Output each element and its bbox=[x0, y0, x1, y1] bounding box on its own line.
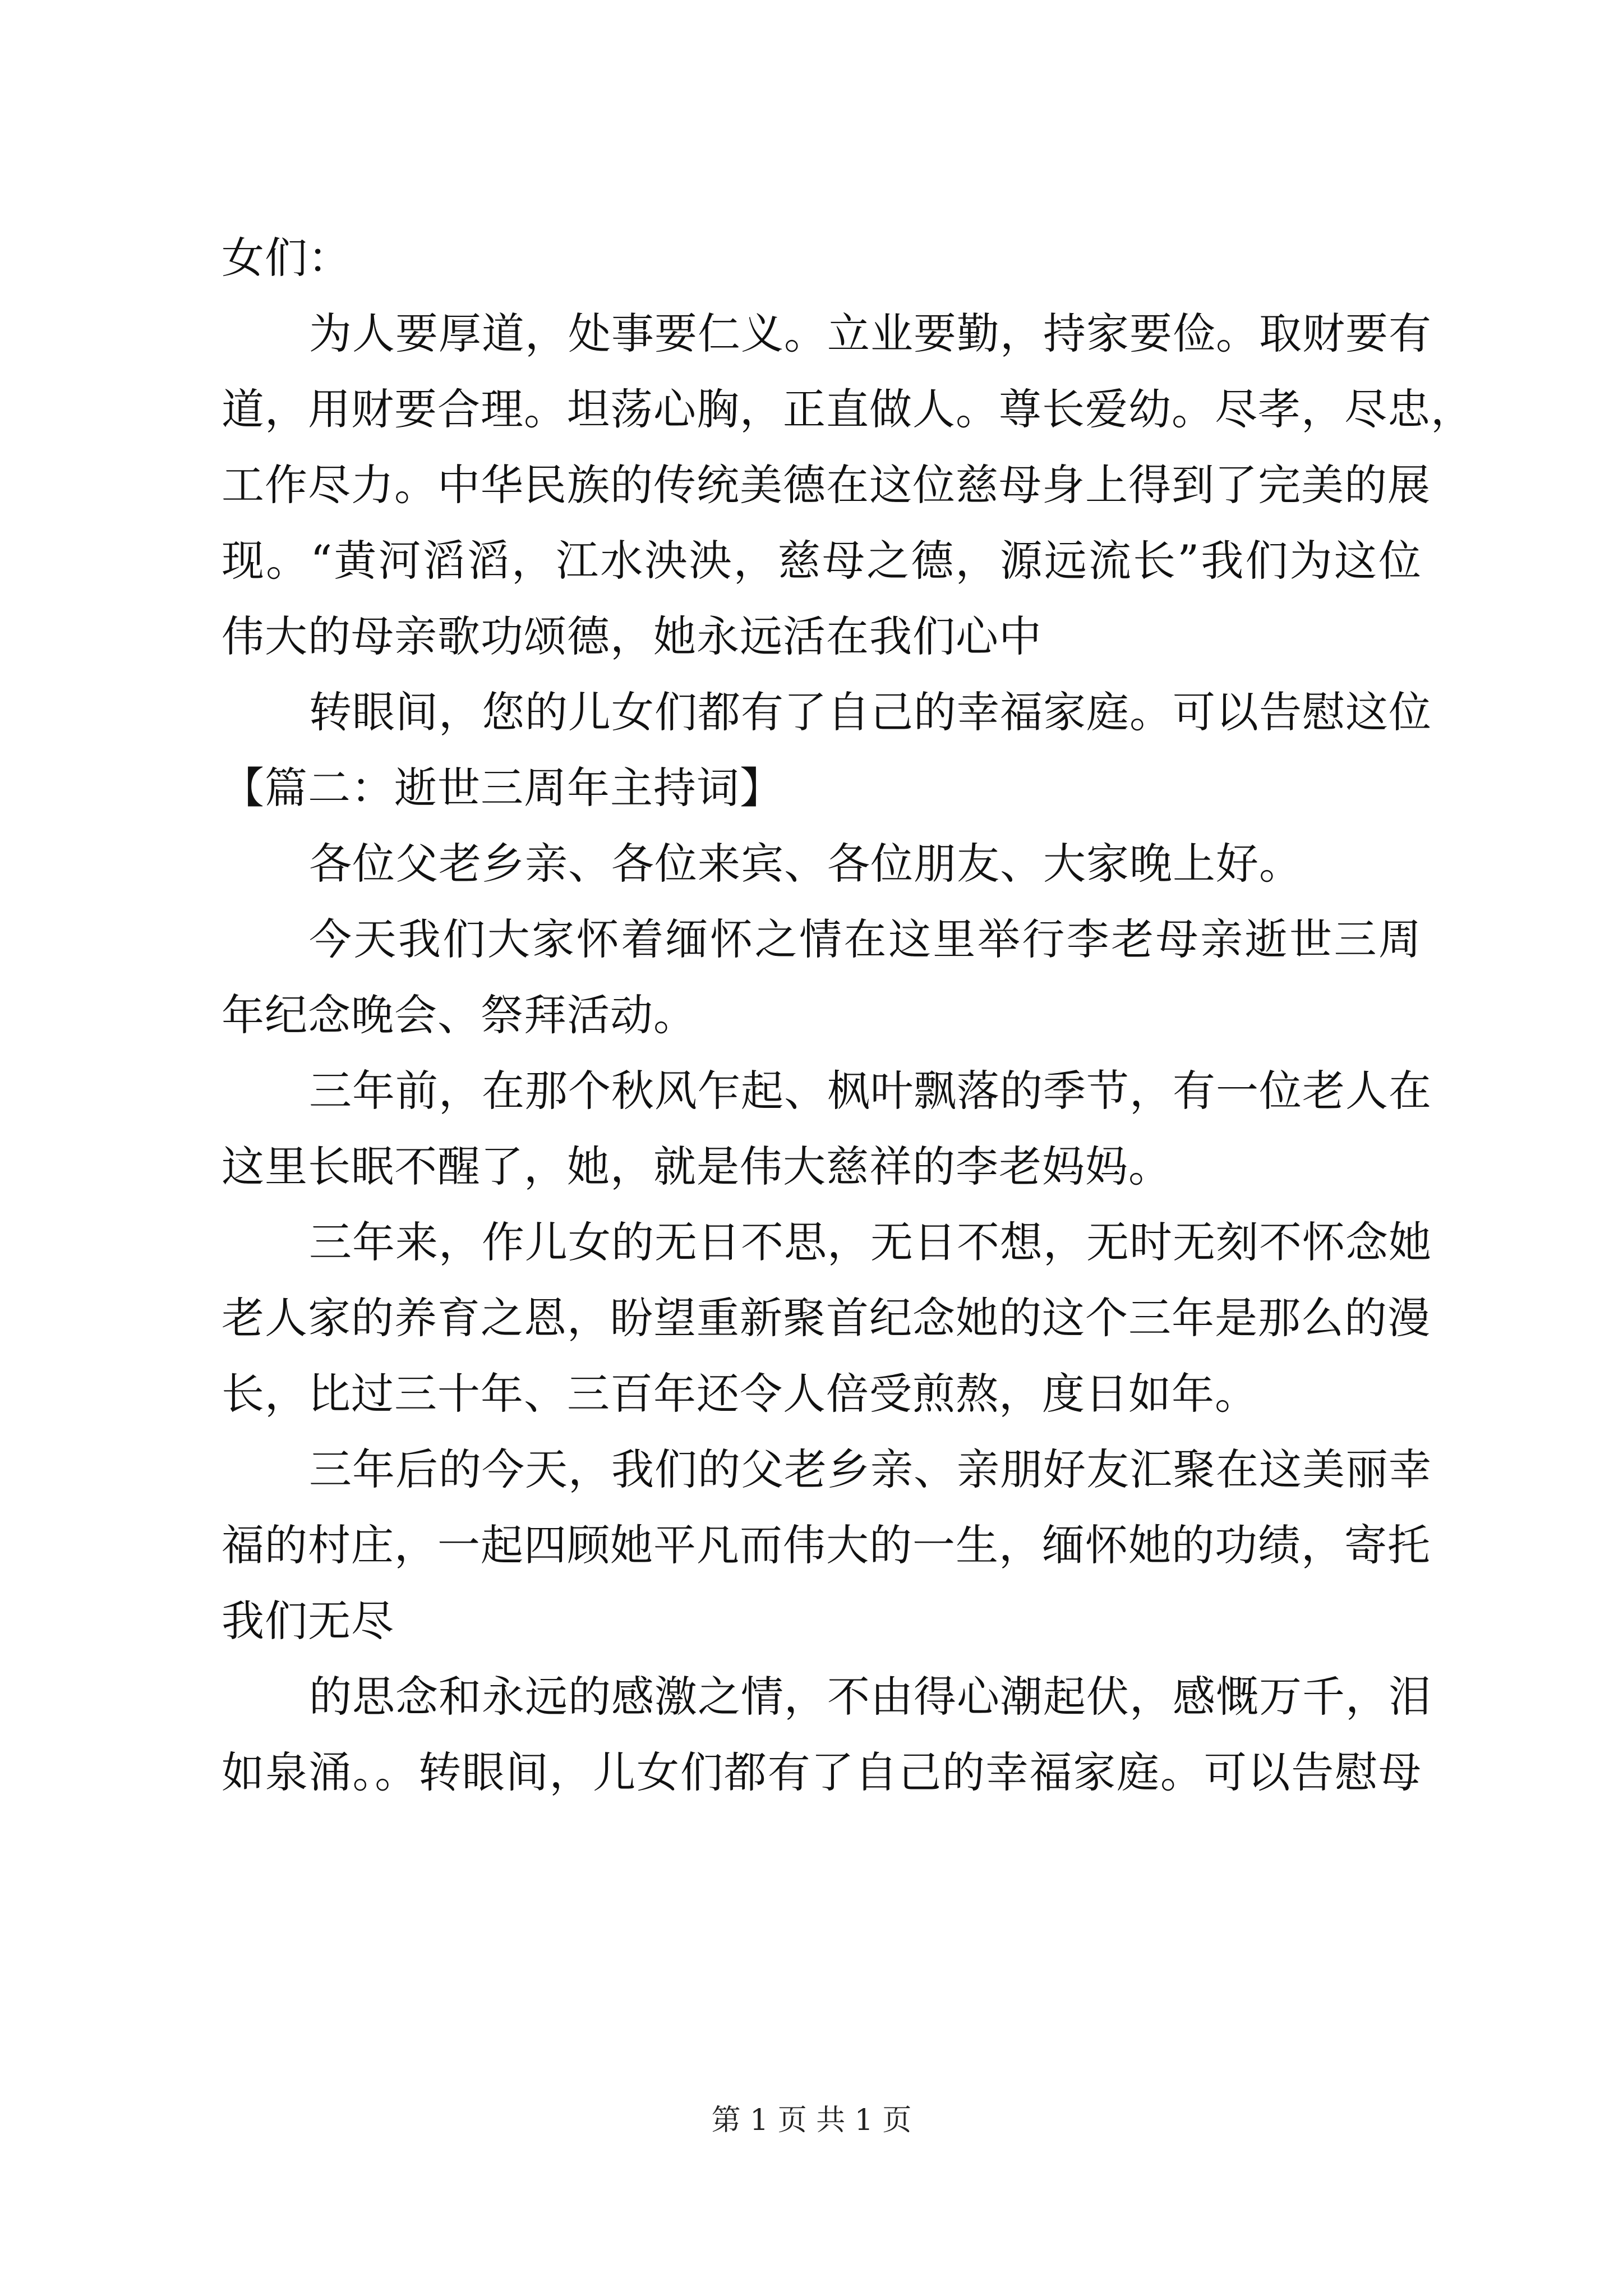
text-line: 为人要厚道，处事要仁义。立业要勤，持家要俭。取财要有 bbox=[309, 309, 1432, 358]
document-body bbox=[222, 220, 1474, 1810]
text-line: 年纪念晚会、祭拜活动。 bbox=[222, 990, 697, 1040]
text-line: 三年来，作儿女的无日不思，无日不想，无时无刻不怀念她 bbox=[309, 1217, 1432, 1267]
text-line: 长，比过三十年、三百年还令人倍受煎熬，度日如年。 bbox=[222, 1369, 1258, 1419]
text-line: 老人家的养育之恩，盼望重新聚首纪念她的这个三年是那么的漫 bbox=[222, 1293, 1431, 1343]
text-line: 伟大的母亲歌功颂德，她永远活在我们心中 bbox=[222, 611, 1042, 661]
text-line: 三年前，在那个秋风乍起、枫叶飘落的季节，有一位老人在 bbox=[309, 1066, 1432, 1116]
text-line: 这里长眠不醒了，她，就是伟大慈祥的李老妈妈。 bbox=[222, 1142, 1172, 1191]
text-line: 工作尽力。中华民族的传统美德在这位慈母身上得到了完美的展 bbox=[222, 460, 1431, 510]
page-footer: 第 1 页 共 1 页 bbox=[711, 2104, 912, 2137]
text-line: 今天我们大家怀着缅怀之情在这里举行李老母亲逝世三周 bbox=[309, 914, 1422, 964]
text-line: 现。“黄河滔滔，江水泱泱，慈母之德，源远流长”我们为这位 bbox=[222, 536, 1422, 586]
text-line: 各位父老乡亲、各位来宾、各位朋友、大家晚上好。 bbox=[309, 839, 1302, 889]
text-line: 女们： bbox=[222, 233, 351, 283]
text-line: 道，用财要合理。坦荡心胸，正直做人。尊长爱幼。尽孝，尽忠， bbox=[222, 384, 1474, 434]
text-line: 我们无尽 bbox=[222, 1596, 394, 1646]
text-line: 福的村庄，一起四顾她平凡而伟大的一生，缅怀她的功绩，寄托 bbox=[222, 1520, 1431, 1570]
text-line: 三年后的今天，我们的父老乡亲、亲朋好友汇聚在这美丽幸 bbox=[309, 1444, 1432, 1494]
text-line: 转眼间，您的儿女们都有了自己的幸福家庭。可以告慰这位 bbox=[309, 687, 1432, 737]
text-line: 的思念和永远的感激之情，不由得心潮起伏，感慨万千，泪 bbox=[309, 1672, 1432, 1722]
text-line: 如泉涌。。转眼间，儿女们都有了自己的幸福家庭。可以告慰母 bbox=[222, 1747, 1422, 1797]
section-heading: 【篇二：逝世三周年主持词】 bbox=[222, 763, 783, 813]
